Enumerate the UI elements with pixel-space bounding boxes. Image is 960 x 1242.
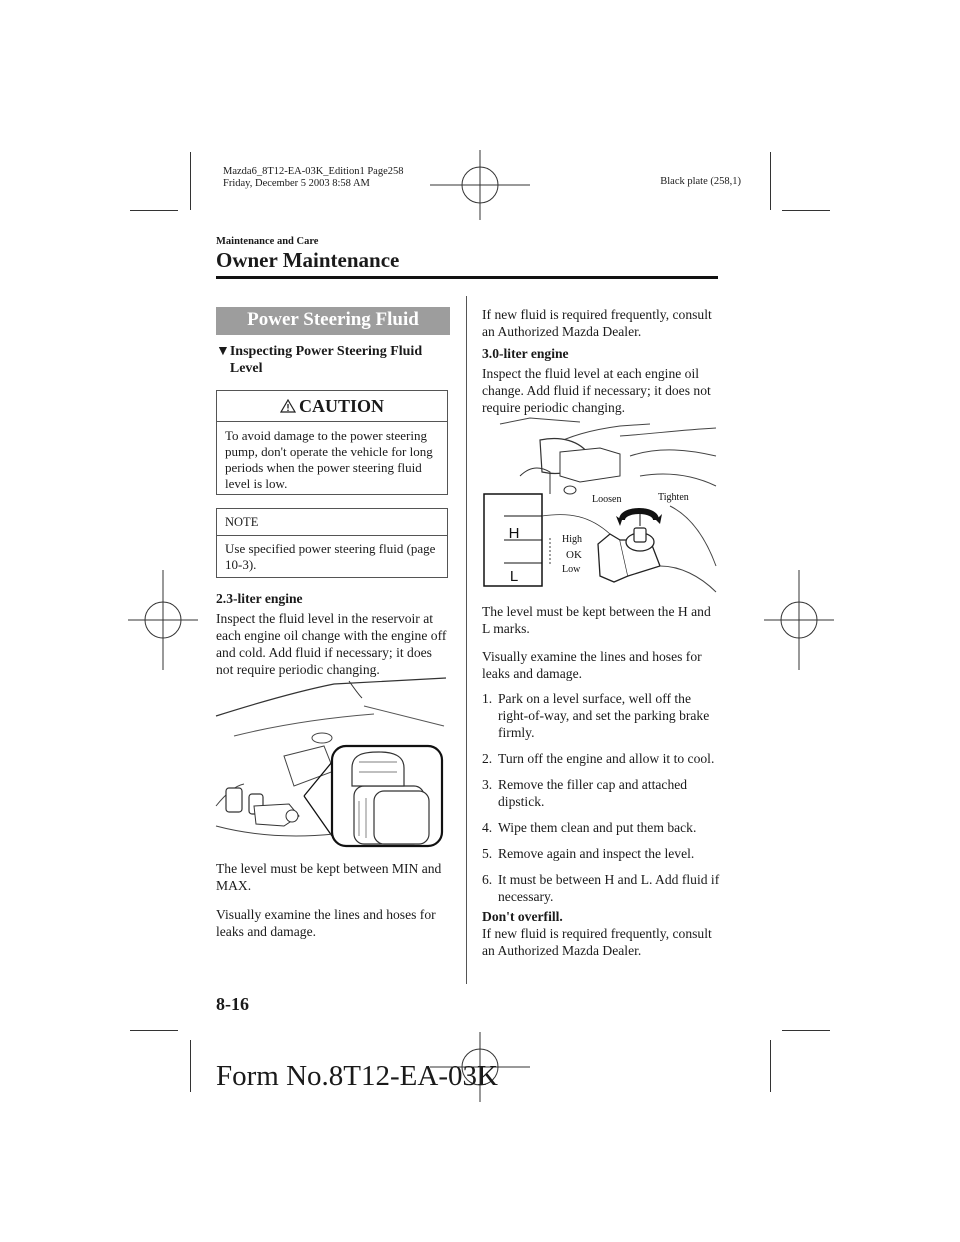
ok-label: OK [566,549,582,561]
procedure-steps [482,690,720,914]
engine-30-heading: 3.0-liter engine [482,346,569,361]
caution-title: CAUTION [298,396,384,416]
caution-text: To avoid damage to the power steering pump, don't operate the vehicle for long periods when the power steering fluid level is low. [225,428,433,491]
procedure-step: 4. Wipe them clean and put them back. [482,820,697,835]
warning-triangle-icon [280,399,296,413]
section-banner: Power Steering Fluid [216,307,450,335]
page-number: 8-16 [216,994,249,1014]
form-number: Form No.8T12-EA-03K [216,1060,498,1092]
print-meta-line1: Mazda6_8T12-EA-03K_Edition1 Page258 [223,166,404,177]
note-box [216,508,448,578]
column-divider [466,296,467,984]
tighten-label: Tighten [658,492,689,503]
registration-mark-left [128,570,198,670]
subsection-heading [216,343,456,377]
engine-23-heading: 2.3-liter engine [216,591,303,606]
header-rule [216,276,718,279]
procedure-step: 2. Turn off the engine and allow it to cool. [482,751,715,766]
section-label: Maintenance and Care [216,236,319,247]
level-text-30: The level must be kept between the H and L marks. [482,604,711,636]
dont-overfill-warning: Don't overfill. [482,909,563,924]
registration-mark-right [764,570,834,670]
engine-30-text: Inspect the fluid level at each engine oil change. Add fluid if necessary; it does not require periodic changing. [482,366,711,415]
procedure-step: 3. Remove the filler cap and attached dipstick. [482,777,688,809]
level-text-23: The level must be kept between MIN and MAX. [216,861,442,893]
note-text: Use specified power steering fluid (page 10-3). [225,541,436,572]
reservoir-illustration-23 [214,676,446,848]
low-label: Low [562,564,581,575]
reservoir-illustration-30 [480,416,718,596]
loosen-label: Loosen [592,494,622,505]
print-meta-line2: Friday, December 5 2003 8:58 AM [223,178,370,189]
procedure-step: 1. Park on a level surface, well off the right-of-way, and set the parking brake firmly. [482,691,710,740]
print-meta [223,166,404,190]
intro-text: If new fluid is required frequently, consult an Authorized Mazda Dealer. [482,307,712,339]
outro-text: If new fluid is required frequently, consult an Authorized Mazda Dealer. [482,926,712,958]
page-title: Owner Maintenance [216,248,400,272]
procedure-step: 5. Remove again and inspect the level. [482,846,695,861]
plate-label: Black plate (258,1) [660,176,741,187]
visual-inspect-text-23: Visually examine the lines and hoses for leaks and damage. [216,907,436,939]
l-mark-label: L [509,568,519,585]
visual-inspect-text-30: Visually examine the lines and hoses for leaks and damage. [482,649,702,681]
note-title: NOTE [217,509,447,536]
subsection-heading-text: Inspecting Power Steering Fluid Level [229,344,423,376]
h-mark-label: H [508,525,520,542]
registration-mark-top [430,150,530,220]
triangle-down-icon: ▼ [216,344,230,359]
high-label: High [562,534,582,545]
engine-23-text: Inspect the fluid level in the reservoir at each engine oil change with the engine off and cold. Add fluid if necessary; it does not require periodic changing. [216,611,447,677]
caution-box [216,390,448,495]
procedure-step: 6. It must be between H and L. Add fluid if necessary. [482,872,720,904]
